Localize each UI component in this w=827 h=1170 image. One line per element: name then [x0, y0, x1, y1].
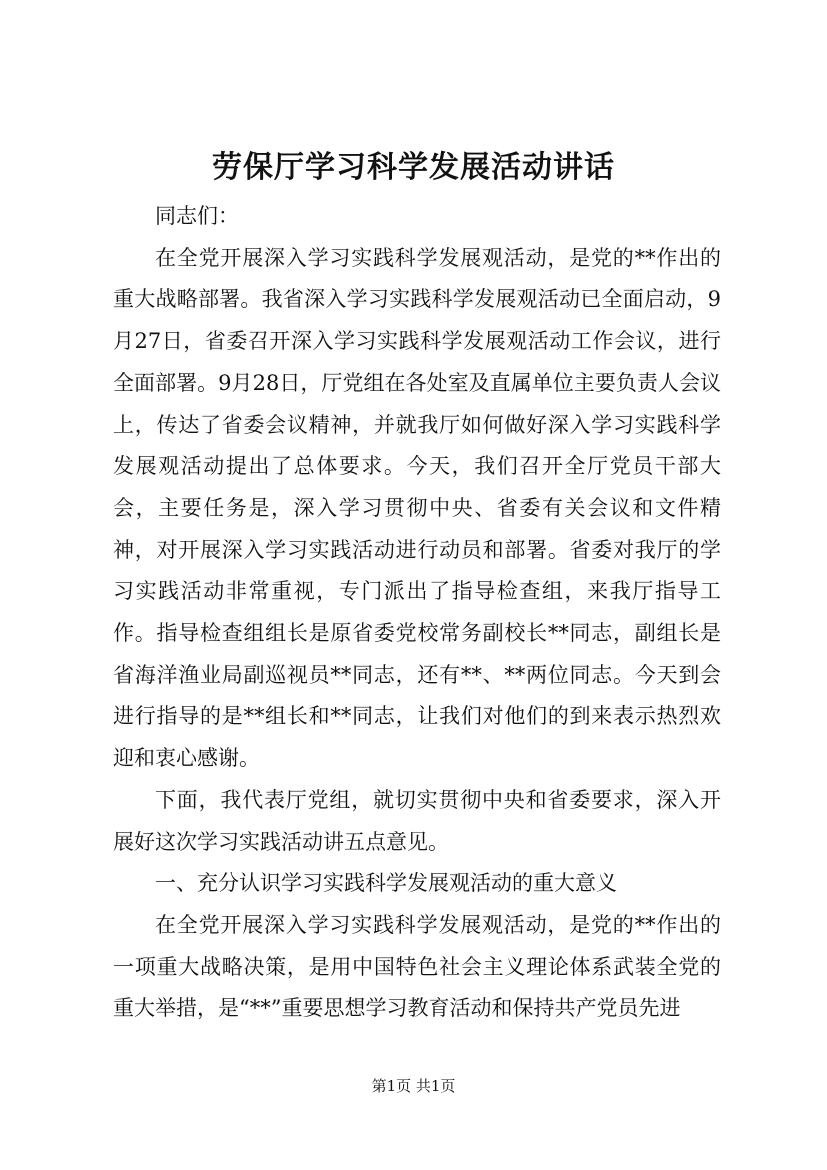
section-heading-1: 一、充分认识学习实践科学发展观活动的重大意义 — [155, 871, 617, 896]
salutation: 同志们： — [155, 204, 239, 228]
document-body — [113, 196, 721, 1030]
page-number: 第1页 共1页 — [371, 1077, 456, 1095]
paragraph-outline: 下面，我代表厅党组，就切实贯彻中央和省委要求，深入开展好这次学习实践活动讲五点意见。 — [113, 787, 721, 854]
paragraph-intro: 在全党开展深入学习实践科学发展观活动，是党的**作出的重大战略部署。我省深入学习实践科学发展观活动已全面启动，9月27日，省委召开深入学习实践科学发展观活动工作会议，进行全面部署。9月28日，厅党组在各处室及直属单位主要负责人会议上，传达了省委会议精神，并就我厅如何做好深入学习实践科学发展观活动提出了总体要求。今天，我们召开全厅党员干部大会，主要任务是，深入学习贯彻中央、省委有关会议和文件精神，对开展深入学习实践活动进行动员和部署。省委对我厅的学习实践活动非常重视，专门派出了指导检查组，来我厅指导工作。指导检查组组长是原省委党校常务副校长**同志，副组长是省海洋渔业局副巡视员**同志，还有**、**两位同志。今天到会进行指导的是**组长和**同志，让我们对他们的到来表示热烈欢迎和衷心感谢。 — [113, 245, 721, 771]
paragraph-section-1: 在全党开展深入学习实践科学发展观活动，是党的**作出的一项重大战略决策，是用中国特色社会主义理论体系武装全党的重大举措，是“**”重要思想学习教育活动和保持共产党员先进 — [113, 912, 721, 1021]
document-title: 劳保厅学习科学发展活动讲话 — [212, 150, 615, 185]
